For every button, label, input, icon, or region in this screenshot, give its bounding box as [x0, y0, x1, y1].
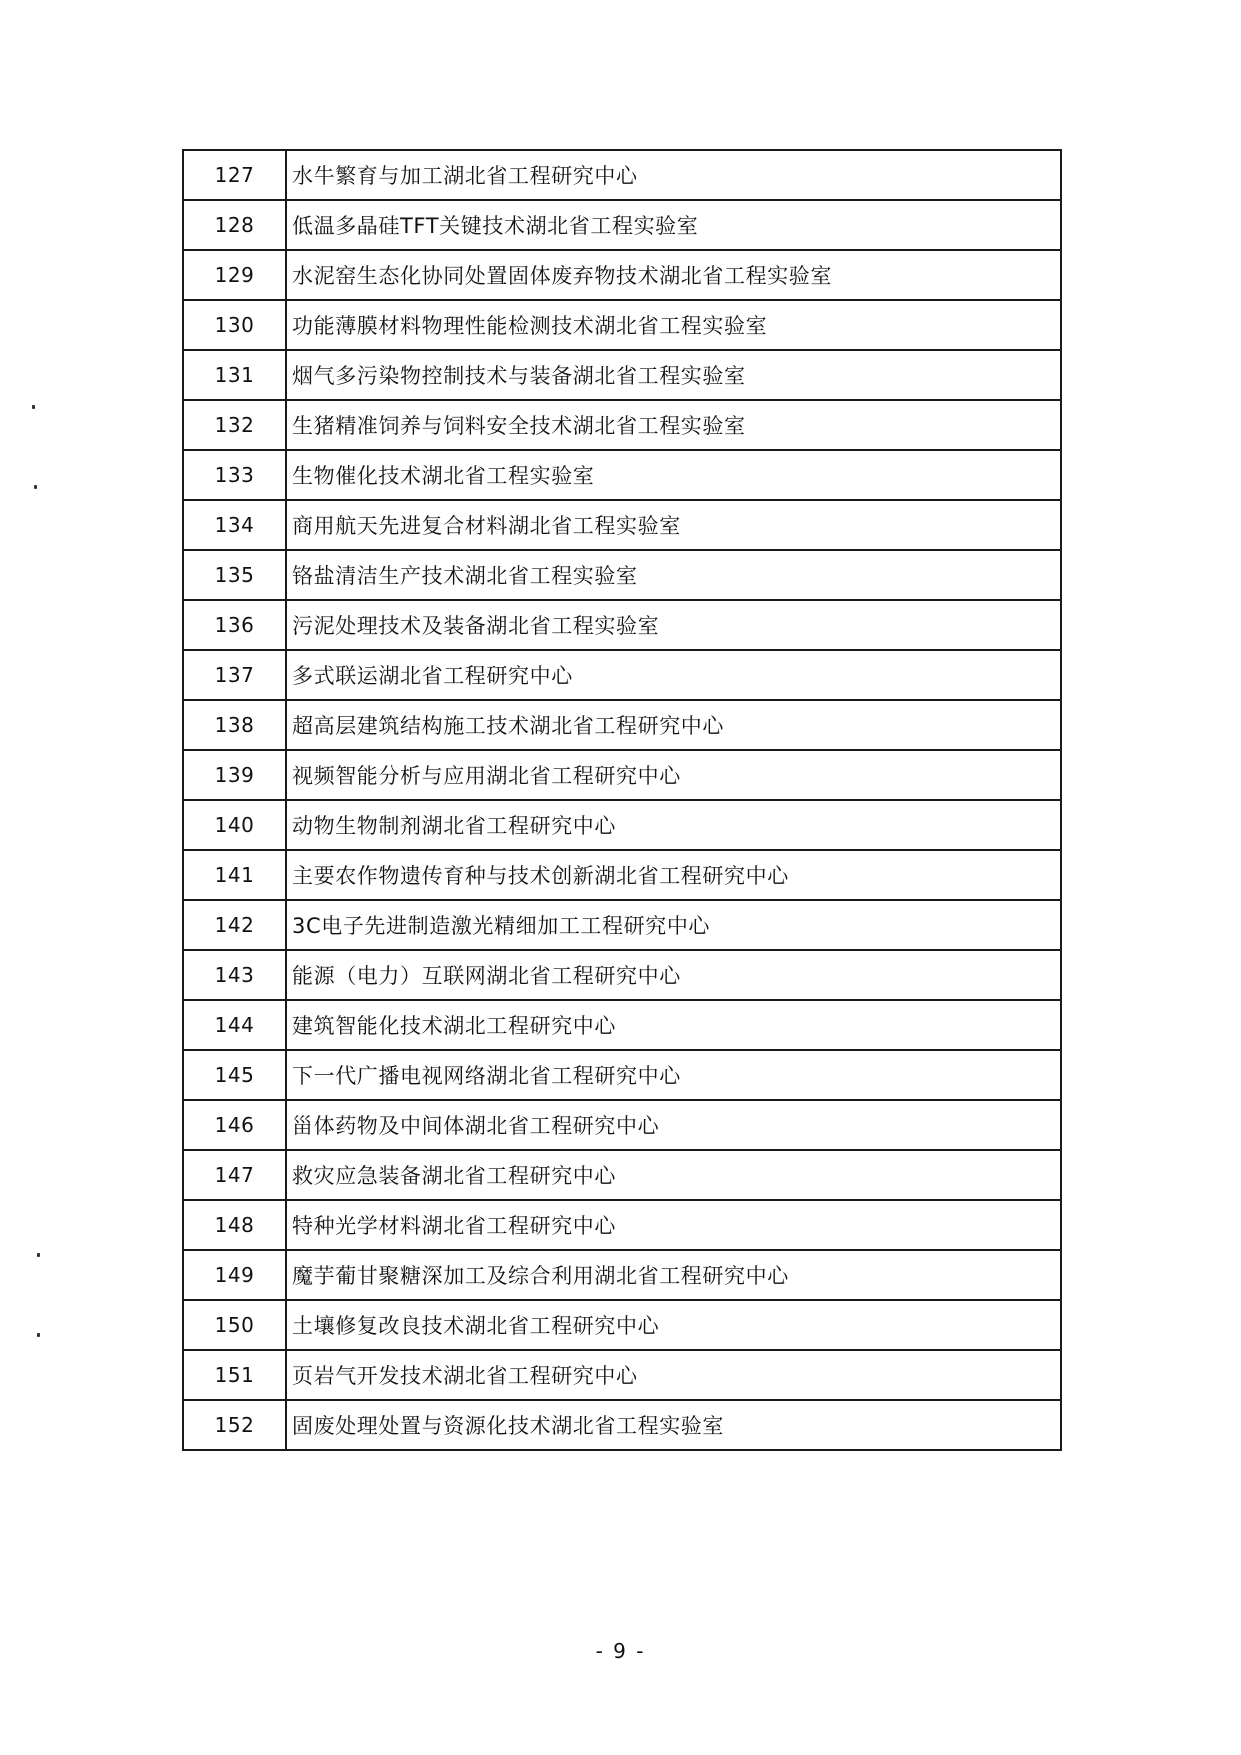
project-name-cell: 污泥处理技术及装备湖北省工程实验室: [286, 600, 1061, 650]
project-name-cell: 能源（电力）互联网湖北省工程研究中心: [286, 950, 1061, 1000]
project-name-cell: 甾体药物及中间体湖北省工程研究中心: [286, 1100, 1061, 1150]
row-number-cell: 135: [183, 550, 286, 600]
row-number-cell: 133: [183, 450, 286, 500]
scan-speck: [37, 1333, 40, 1337]
row-number-cell: 152: [183, 1400, 286, 1450]
table-row: [183, 850, 1061, 900]
table-row: [183, 450, 1061, 500]
project-name-cell: 建筑智能化技术湖北工程研究中心: [286, 1000, 1061, 1050]
project-name-cell: 水泥窑生态化协同处置固体废弃物技术湖北省工程实验室: [286, 250, 1061, 300]
row-number-cell: 150: [183, 1300, 286, 1350]
project-name-cell: 3C电子先进制造激光精细加工工程研究中心: [286, 900, 1061, 950]
row-number-cell: 131: [183, 350, 286, 400]
table-row: [183, 650, 1061, 700]
project-name-cell: 商用航天先进复合材料湖北省工程实验室: [286, 500, 1061, 550]
table-row: [183, 1300, 1061, 1350]
table-row: [183, 700, 1061, 750]
project-name-cell: 烟气多污染物控制技术与装备湖北省工程实验室: [286, 350, 1061, 400]
table-row: [183, 1100, 1061, 1150]
project-table-body: [183, 150, 1061, 1450]
project-name-cell: 超高层建筑结构施工技术湖北省工程研究中心: [286, 700, 1061, 750]
table-row: [183, 900, 1061, 950]
row-number-cell: 130: [183, 300, 286, 350]
table-row: [183, 1200, 1061, 1250]
project-name-cell: 生物催化技术湖北省工程实验室: [286, 450, 1061, 500]
project-name-cell: 多式联运湖北省工程研究中心: [286, 650, 1061, 700]
project-name-cell: 下一代广播电视网络湖北省工程研究中心: [286, 1050, 1061, 1100]
project-name-cell: 生猪精准饲养与饲料安全技术湖北省工程实验室: [286, 400, 1061, 450]
row-number-cell: 148: [183, 1200, 286, 1250]
project-name-cell: 铬盐清洁生产技术湖北省工程实验室: [286, 550, 1061, 600]
table-row: [183, 1000, 1061, 1050]
table-row: [183, 200, 1061, 250]
row-number-cell: 146: [183, 1100, 286, 1150]
row-number-cell: 144: [183, 1000, 286, 1050]
row-number-cell: 136: [183, 600, 286, 650]
table-row: [183, 350, 1061, 400]
table-row: [183, 800, 1061, 850]
row-number-cell: 145: [183, 1050, 286, 1100]
project-name-cell: 功能薄膜材料物理性能检测技术湖北省工程实验室: [286, 300, 1061, 350]
row-number-cell: 151: [183, 1350, 286, 1400]
row-number-cell: 147: [183, 1150, 286, 1200]
scan-speck: [34, 485, 37, 489]
table-row: [183, 1400, 1061, 1450]
row-number-cell: 132: [183, 400, 286, 450]
table-row: [183, 1050, 1061, 1100]
table-row: [183, 1150, 1061, 1200]
project-name-cell: 页岩气开发技术湖北省工程研究中心: [286, 1350, 1061, 1400]
row-number-cell: 139: [183, 750, 286, 800]
project-name-cell: 主要农作物遗传育种与技术创新湖北省工程研究中心: [286, 850, 1061, 900]
page-number: - 9 -: [595, 1639, 646, 1663]
row-number-cell: 149: [183, 1250, 286, 1300]
table-row: [183, 500, 1061, 550]
scan-speck: [37, 1253, 40, 1257]
row-number-cell: 143: [183, 950, 286, 1000]
row-number-cell: 129: [183, 250, 286, 300]
row-number-cell: 138: [183, 700, 286, 750]
project-name-cell: 视频智能分析与应用湖北省工程研究中心: [286, 750, 1061, 800]
project-name-cell: 水牛繁育与加工湖北省工程研究中心: [286, 150, 1061, 200]
project-name-cell: 土壤修复改良技术湖北省工程研究中心: [286, 1300, 1061, 1350]
table-row: [183, 1250, 1061, 1300]
project-name-cell: 低温多晶硅TFT关键技术湖北省工程实验室: [286, 200, 1061, 250]
row-number-cell: 128: [183, 200, 286, 250]
project-name-cell: 救灾应急装备湖北省工程研究中心: [286, 1150, 1061, 1200]
table-row: [183, 250, 1061, 300]
scan-speck: [32, 405, 35, 409]
row-number-cell: 134: [183, 500, 286, 550]
project-name-cell: 魔芋葡甘聚糖深加工及综合利用湖北省工程研究中心: [286, 1250, 1061, 1300]
row-number-cell: 141: [183, 850, 286, 900]
project-name-cell: 特种光学材料湖北省工程研究中心: [286, 1200, 1061, 1250]
table-row: [183, 300, 1061, 350]
table-row: [183, 550, 1061, 600]
table-row: [183, 600, 1061, 650]
row-number-cell: 142: [183, 900, 286, 950]
project-name-cell: 固废处理处置与资源化技术湖北省工程实验室: [286, 1400, 1061, 1450]
row-number-cell: 127: [183, 150, 286, 200]
table-row: [183, 750, 1061, 800]
project-table: [182, 149, 1062, 1451]
row-number-cell: 137: [183, 650, 286, 700]
project-name-cell: 动物生物制剂湖北省工程研究中心: [286, 800, 1061, 850]
row-number-cell: 140: [183, 800, 286, 850]
table-row: [183, 1350, 1061, 1400]
table-row: [183, 400, 1061, 450]
table-row: [183, 150, 1061, 200]
table-row: [183, 950, 1061, 1000]
